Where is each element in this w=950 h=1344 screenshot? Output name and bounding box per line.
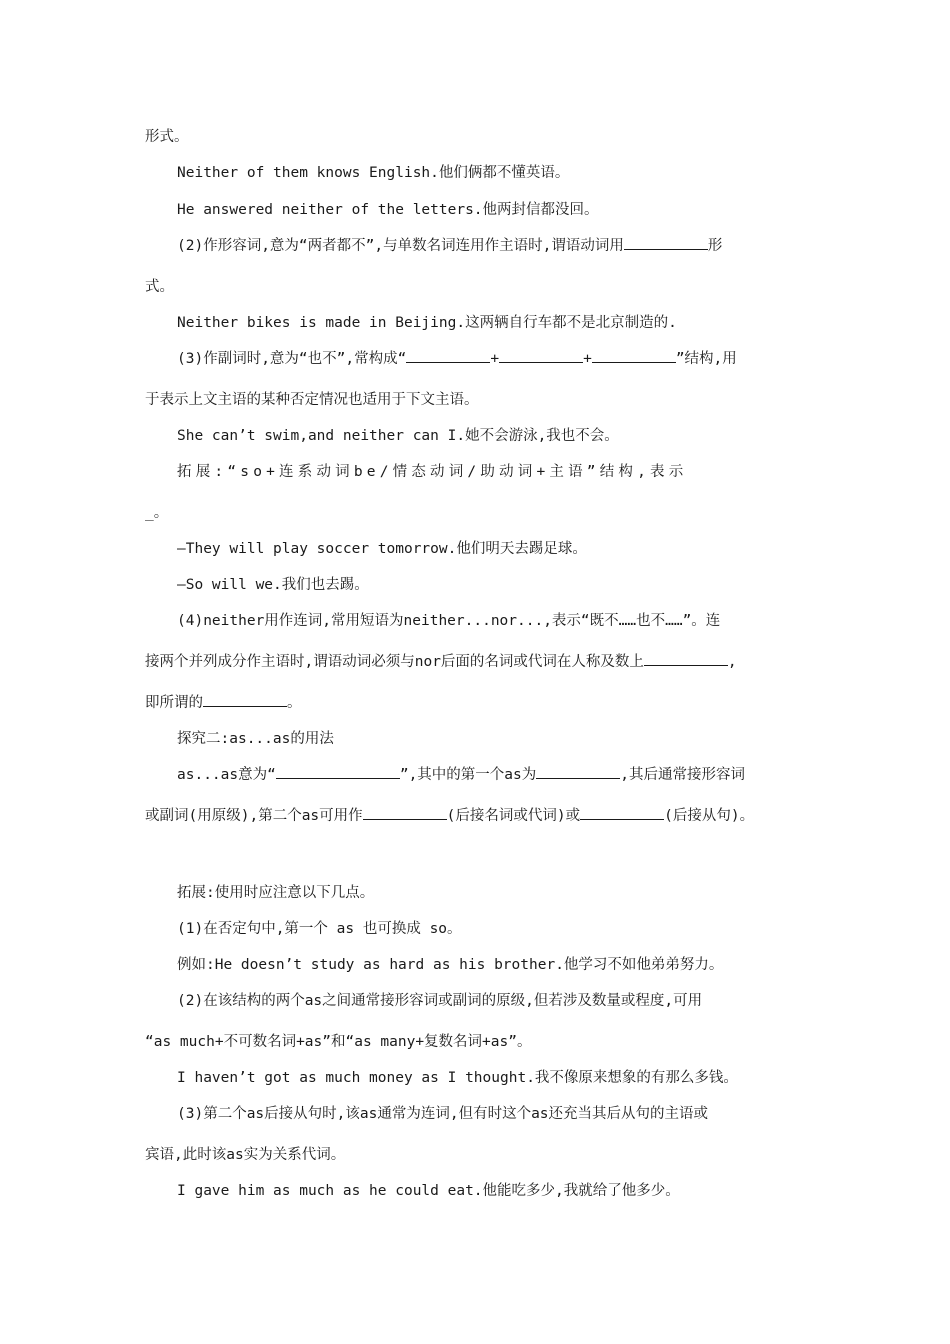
example-sentence: Neither bikes is made in Beijing.这两辆自行车都不是北京制造的. <box>177 315 677 331</box>
example-sentence: Neither of them knows English.他们俩都不懂英语。 <box>177 165 570 181</box>
text-line: 接两个并列成分作主语时,谓语动词必须与nor后面的名词或代词在人称及数上 , <box>145 651 810 673</box>
example-sentence: She can’t swim,and neither can I.她不会游泳,我也不会。 <box>177 428 619 444</box>
example-sentence: —So will we.我们也去踢。 <box>177 577 369 593</box>
text-line: as...as意为“ ”,其中的第一个as为 ,其后通常接形容词 <box>177 764 810 786</box>
text-line: 于表示上文主语的某种否定情况也适用于下文主语。 <box>145 392 479 408</box>
text-line: 拓展:使用时应注意以下几点。 <box>177 885 375 901</box>
text-line: 即所谓的 。 <box>145 692 810 714</box>
text-line: (1)在否定句中,第一个 as 也可换成 so。 <box>177 921 462 937</box>
text-line: 式。 <box>145 279 174 295</box>
fill-in-blank <box>363 805 447 820</box>
text-line: 拓展:“so+连系动词be/情态动词/助动词+主语”结构,表示 <box>177 464 688 480</box>
text-line: (3)作副词时,意为“也不”,常构成“ + + ”结构,用 <box>177 348 810 370</box>
fill-in-blank <box>580 805 664 820</box>
example-sentence: He answered neither of the letters.他两封信都没回。 <box>177 202 599 218</box>
fill-in-blank <box>644 651 728 666</box>
example-sentence: —They will play soccer tomorrow.他们明天去踢足球。 <box>177 541 587 557</box>
fill-in-blank <box>276 764 400 779</box>
text-line: _。 <box>145 505 169 521</box>
section-heading: 探究二:as...as的用法 <box>177 731 334 747</box>
text-line: 或副词(用原级),第二个as可用作 (后接名词或代词)或 (后接从句)。 <box>145 805 810 827</box>
text-line: (3)第二个as后接从句时,该as通常为连词,但有时这个as还充当其后从句的主语或 <box>177 1106 709 1122</box>
text-line: (2)作形容词,意为“两者都不”,与单数名词连用作主语时,谓语动词用 形 <box>177 235 810 257</box>
example-sentence: 例如:He doesn’t study as hard as his brother.他学习不如他弟弟努力。 <box>177 957 724 973</box>
text-line: “as much+不可数名词+as”和“as many+复数名词+as”。 <box>145 1034 532 1050</box>
example-sentence: I gave him as much as he could eat.他能吃多少,我就给了他多少。 <box>177 1183 680 1199</box>
fill-in-blank <box>624 235 708 250</box>
fill-in-blank <box>406 348 490 363</box>
example-sentence: I haven’t got as much money as I thought.我不像原来想象的有那么多钱。 <box>177 1070 738 1086</box>
text-line: 形式。 <box>145 129 189 145</box>
text-line: (2)在该结构的两个as之间通常接形容词或副词的原级,但若涉及数量或程度,可用 <box>177 993 703 1009</box>
fill-in-blank <box>499 348 583 363</box>
fill-in-blank <box>203 692 287 707</box>
text-line: (4)neither用作连词,常用短语为neither...nor...,表示“既不……也不……”。连 <box>177 613 721 629</box>
fill-in-blank <box>592 348 676 363</box>
text-line: 宾语,此时该as实为关系代词。 <box>145 1147 346 1163</box>
fill-in-blank <box>536 764 620 779</box>
